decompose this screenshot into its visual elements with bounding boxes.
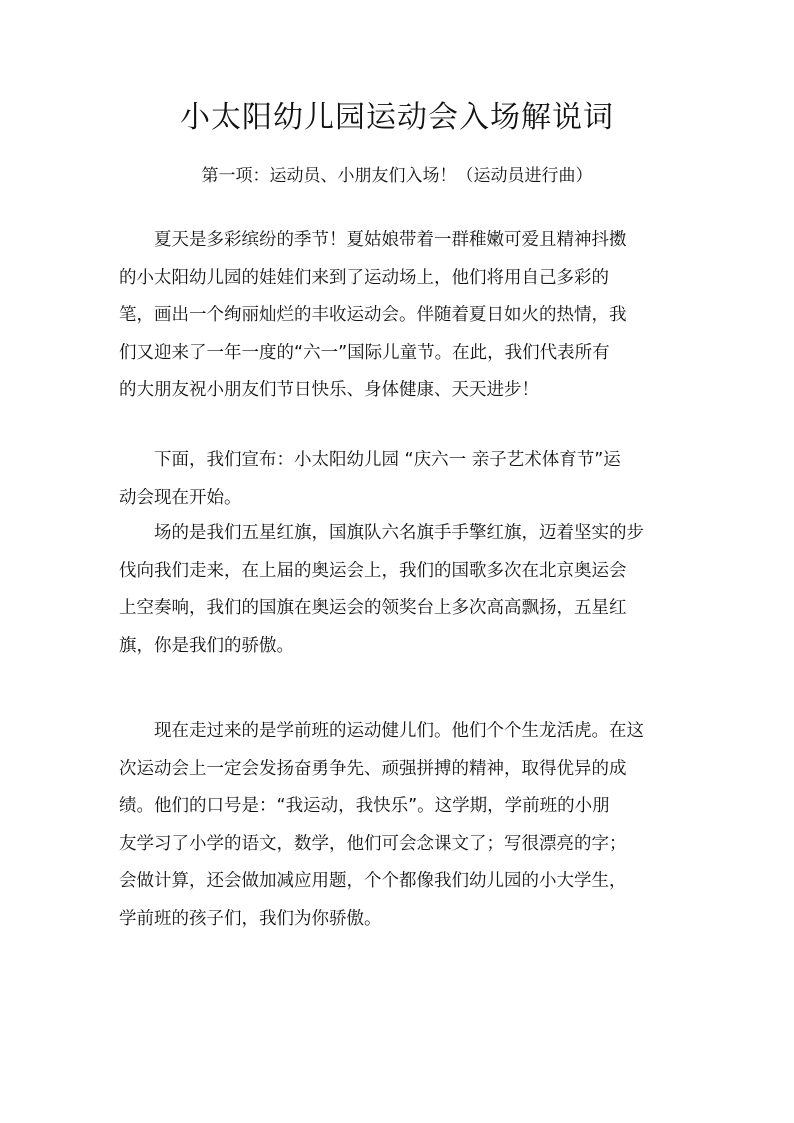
paragraph-line: 动会现在开始。: [119, 487, 242, 508]
paragraph-line: 上空奏响，我们的国旗在奥运会的领奖台上多次高高飘扬，五星红: [119, 598, 627, 618]
paragraph-line: 笔，画出一个绚丽灿烂的丰收运动会。伴随着夏日如火的热情，我: [119, 305, 627, 325]
paragraph-line: 学前班的孩子们，我们为你骄傲。: [119, 908, 382, 929]
paragraph-line: 友学习了小学的语文，数学，他们可会念课文了；写很漂亮的字；: [119, 833, 627, 854]
paragraph-line: 次运动会上一定会发扬奋勇争先、顽强拼搏的精神，取得优异的成: [119, 758, 627, 779]
document-title: 小太阳幼儿园运动会入场解说词: [180, 100, 614, 135]
paragraph-line: 场的是我们五星红旗，国旗队六名旗手手擎红旗，迈着坚实的步: [154, 523, 644, 543]
paragraph-line: 的小太阳幼儿园的娃娃们来到了运动场上，他们将用自己多彩的: [119, 267, 609, 288]
paragraph-line: 现在走过来的是学前班的运动健儿们。他们个个生龙活虎。在这: [154, 721, 644, 741]
paragraph-line: 旗，你是我们的骄傲。: [119, 635, 294, 656]
paragraph-line: 的大朋友祝小朋友们节日快乐、身体健康、天天进步！: [119, 380, 539, 400]
paragraph-line: 伐向我们走来，在上届的奥运会上，我们的国歌多次在北京奥运会: [119, 560, 627, 581]
paragraph-preschool-class: [119, 713, 667, 938]
paragraph-opening: [119, 222, 667, 410]
paragraph-line: 夏天是多彩缤纷的季节！夏姑娘带着一群稚嫩可爱且精神抖擞: [154, 230, 627, 250]
paragraph-flag-team: [119, 515, 667, 665]
paragraph-announcement: [119, 442, 667, 517]
paragraph-line: 绩。他们的口号是：“我运动，我快乐”。这学期，学前班的小朋: [119, 796, 610, 816]
paragraph-line: 们又迎来了一年一度的“六一”国际儿童节。在此，我们代表所有: [119, 342, 610, 363]
document-subtitle: 第一项：运动员、小朋友们入场！（运动员进行曲）: [201, 166, 593, 186]
paragraph-line: 下面，我们宣布：小太阳幼儿园 “庆六一 亲子艺术体育节”运: [154, 450, 621, 470]
paragraph-line: 会做计算，还会做加减应用题，个个都像我们幼儿园的小大学生，: [119, 871, 627, 891]
